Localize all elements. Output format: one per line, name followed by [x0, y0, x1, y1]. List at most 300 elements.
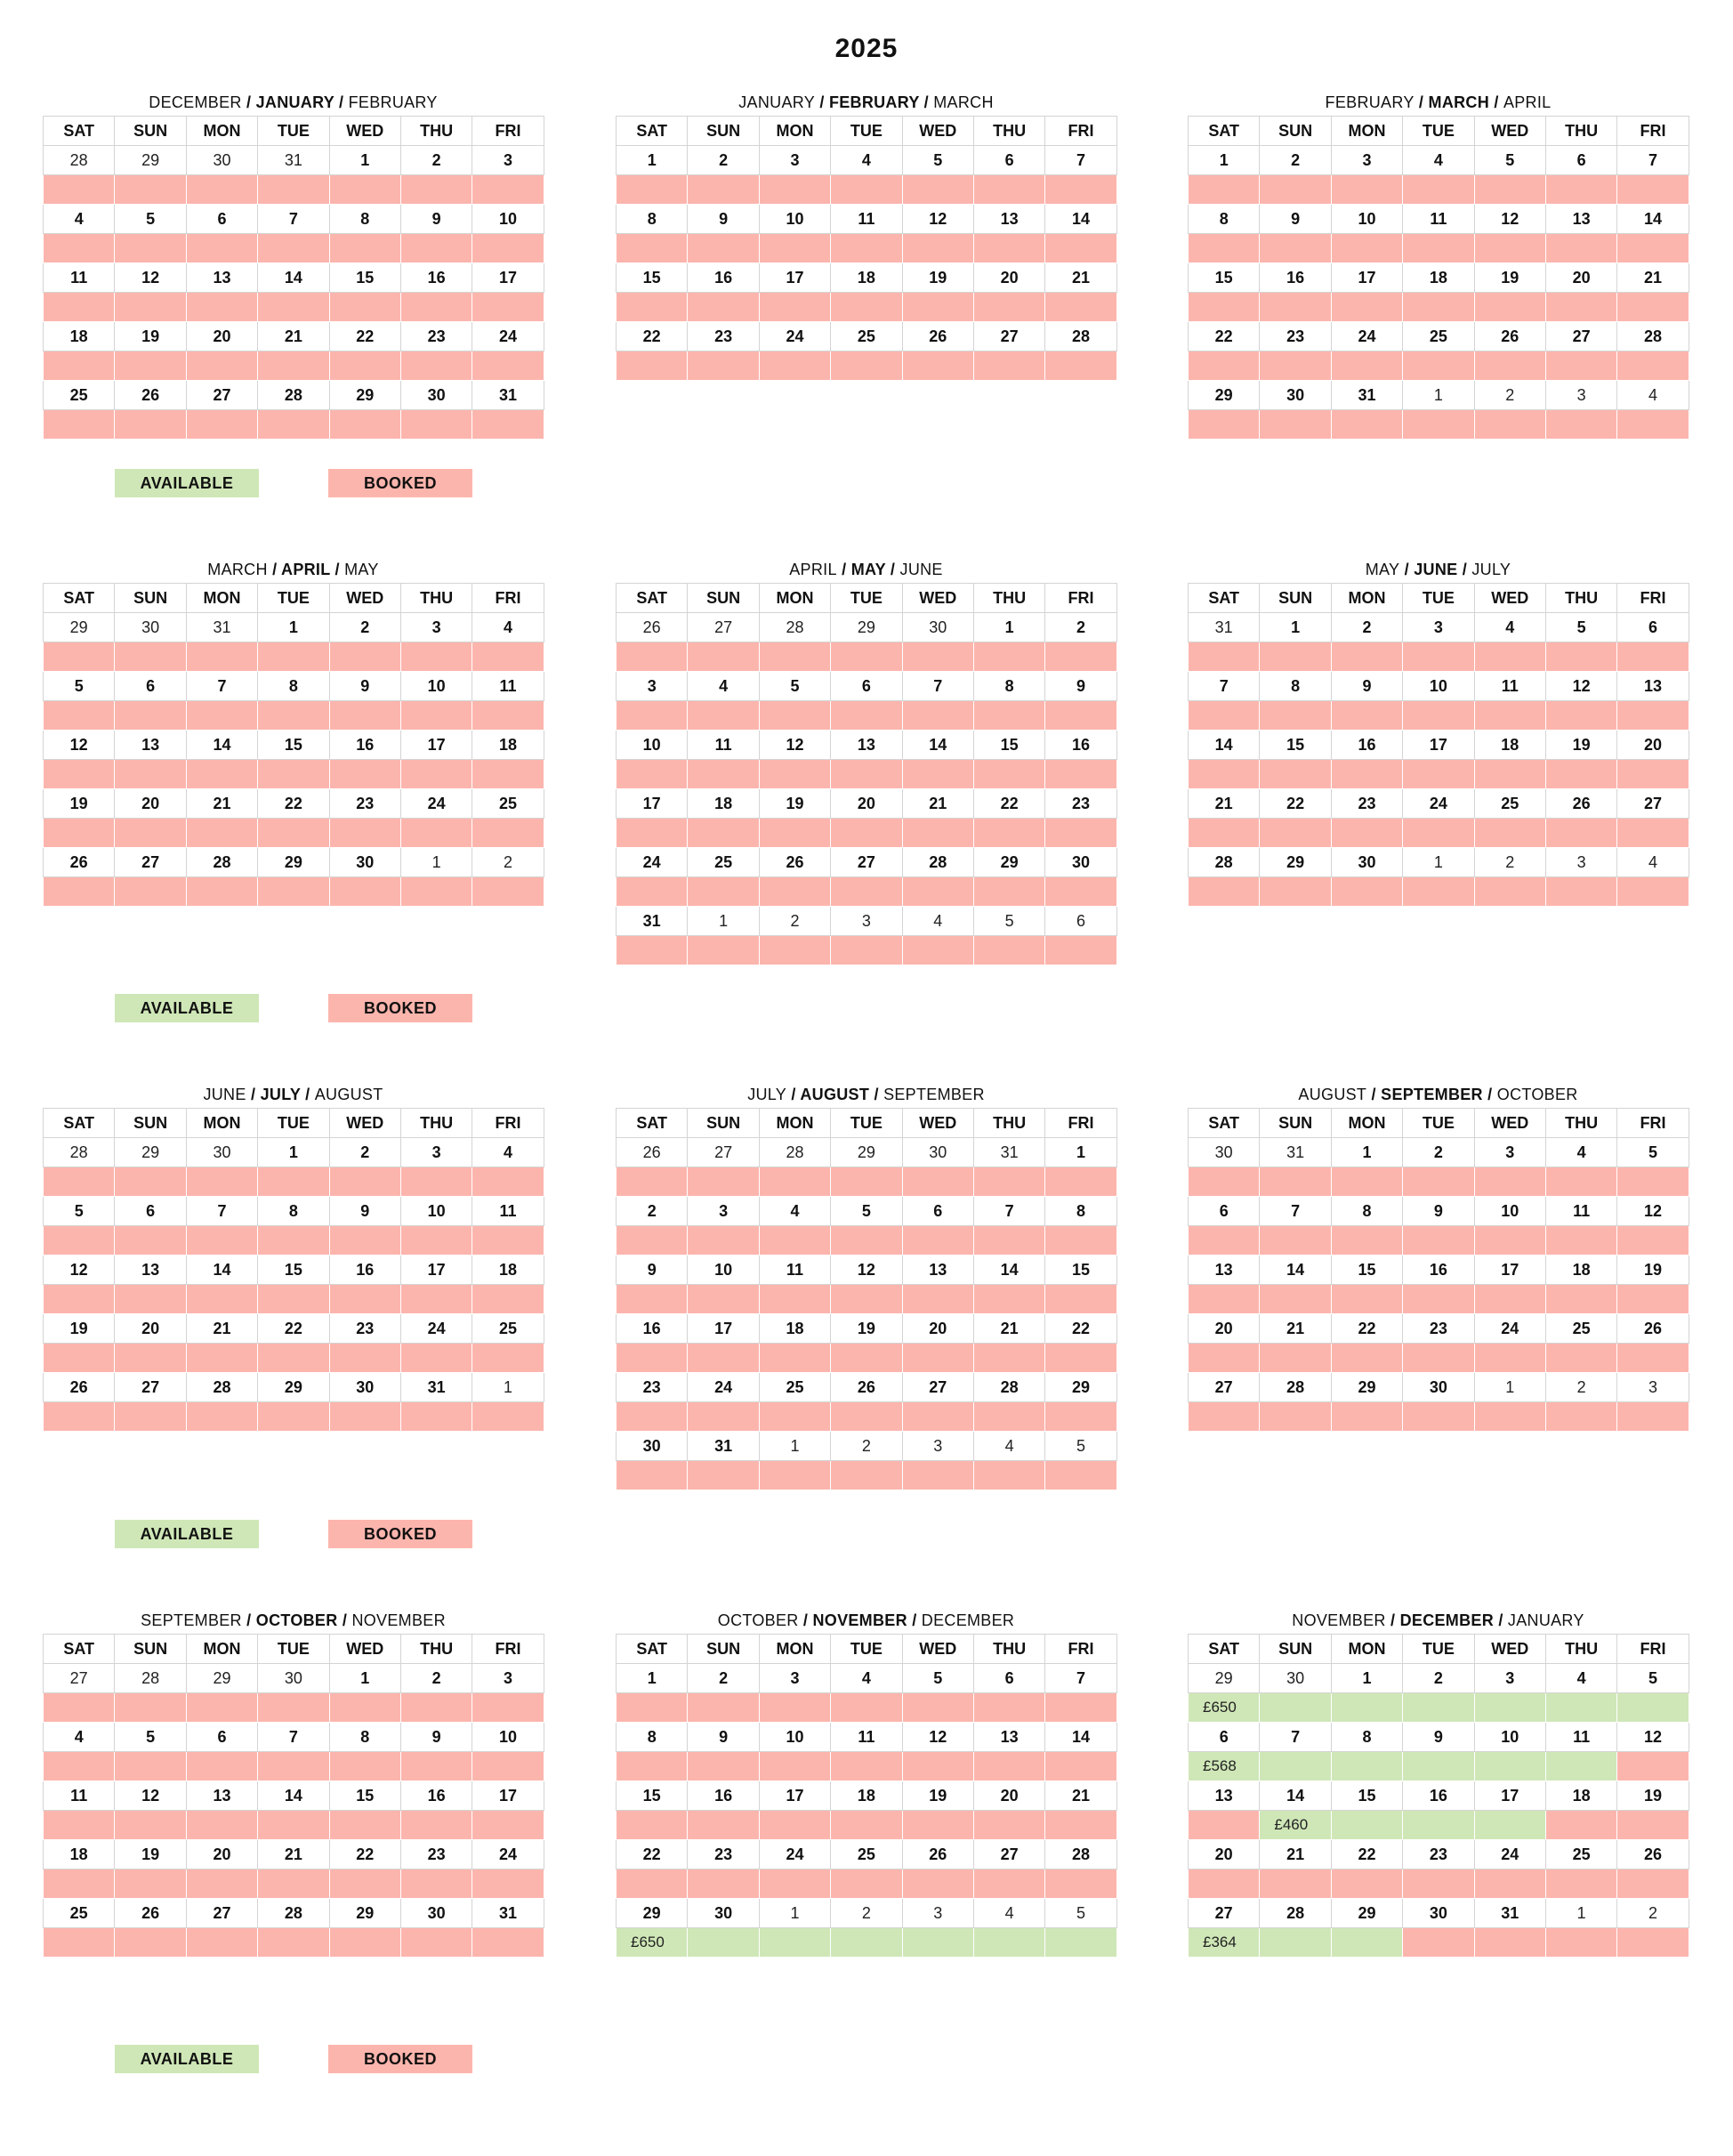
date-cell[interactable]: 31	[1331, 381, 1402, 410]
date-cell[interactable]: 5	[1045, 1432, 1116, 1461]
date-cell[interactable]: 17	[1331, 263, 1402, 293]
booked-cell[interactable]	[115, 760, 186, 789]
booked-cell[interactable]	[329, 1285, 400, 1314]
booked-cell[interactable]	[1189, 351, 1260, 381]
booked-cell[interactable]	[973, 642, 1044, 672]
booked-cell[interactable]	[472, 1344, 544, 1373]
date-cell[interactable]: 18	[1545, 1781, 1616, 1811]
date-cell[interactable]: 10	[1331, 205, 1402, 234]
available-cell[interactable]	[1474, 1752, 1545, 1781]
booked-cell[interactable]	[831, 760, 902, 789]
booked-cell[interactable]	[329, 1344, 400, 1373]
booked-cell[interactable]	[44, 1811, 115, 1840]
booked-cell[interactable]	[115, 642, 186, 672]
date-cell[interactable]: 23	[1331, 789, 1402, 819]
booked-cell[interactable]	[1260, 410, 1331, 440]
booked-cell[interactable]	[115, 1811, 186, 1840]
date-cell[interactable]: 13	[831, 731, 902, 760]
date-cell[interactable]: 30	[329, 848, 400, 877]
date-cell[interactable]: 19	[44, 789, 115, 819]
date-cell[interactable]: 13	[1189, 1256, 1260, 1285]
booked-cell[interactable]	[1545, 1226, 1616, 1256]
date-cell[interactable]: 16	[1403, 1256, 1474, 1285]
date-cell[interactable]: 31	[1474, 1899, 1545, 1928]
booked-cell[interactable]	[400, 760, 472, 789]
date-cell[interactable]: 7	[186, 672, 257, 701]
date-cell[interactable]: 4	[44, 1723, 115, 1752]
date-cell[interactable]: 22	[617, 322, 688, 351]
date-cell[interactable]: 6	[831, 672, 902, 701]
date-cell[interactable]: 3	[1403, 613, 1474, 642]
date-cell[interactable]: 2	[688, 146, 759, 175]
date-cell[interactable]: 17	[759, 263, 830, 293]
date-cell[interactable]: 26	[902, 322, 973, 351]
booked-cell[interactable]	[186, 642, 257, 672]
date-cell[interactable]: 23	[400, 322, 472, 351]
date-cell[interactable]: 9	[1403, 1197, 1474, 1226]
date-cell[interactable]: 24	[1331, 322, 1402, 351]
date-cell[interactable]: 12	[1617, 1197, 1689, 1226]
booked-cell[interactable]	[973, 1693, 1044, 1723]
booked-cell[interactable]	[1403, 1402, 1474, 1432]
booked-cell[interactable]	[472, 410, 544, 440]
booked-cell[interactable]	[831, 1752, 902, 1781]
date-cell[interactable]: 19	[1617, 1781, 1689, 1811]
date-cell[interactable]: 16	[329, 1256, 400, 1285]
booked-cell[interactable]	[1474, 1869, 1545, 1899]
available-cell[interactable]	[1545, 1752, 1616, 1781]
booked-cell[interactable]	[688, 1693, 759, 1723]
booked-cell[interactable]	[258, 351, 329, 381]
booked-cell[interactable]	[831, 1344, 902, 1373]
date-cell[interactable]: 1	[258, 1138, 329, 1167]
booked-cell[interactable]	[617, 877, 688, 907]
booked-cell[interactable]	[329, 701, 400, 731]
date-cell[interactable]: 6	[186, 205, 257, 234]
booked-cell[interactable]	[831, 1402, 902, 1432]
date-cell[interactable]: 10	[1474, 1197, 1545, 1226]
date-cell[interactable]: 20	[831, 789, 902, 819]
date-cell[interactable]: 7	[902, 672, 973, 701]
booked-cell[interactable]	[688, 760, 759, 789]
booked-cell[interactable]	[1403, 1226, 1474, 1256]
date-cell[interactable]: 22	[258, 1314, 329, 1344]
date-cell[interactable]: 9	[1331, 672, 1402, 701]
booked-cell[interactable]	[1045, 760, 1116, 789]
date-cell[interactable]: 28	[759, 613, 830, 642]
booked-cell[interactable]	[902, 642, 973, 672]
date-cell[interactable]: 2	[1474, 848, 1545, 877]
date-cell[interactable]: 12	[44, 731, 115, 760]
booked-cell[interactable]	[1545, 642, 1616, 672]
date-cell[interactable]: 21	[1617, 263, 1689, 293]
date-cell[interactable]: 19	[759, 789, 830, 819]
date-cell[interactable]: 12	[115, 1781, 186, 1811]
date-cell[interactable]: 3	[1474, 1664, 1545, 1693]
booked-cell[interactable]	[1260, 1869, 1331, 1899]
booked-cell[interactable]	[44, 877, 115, 907]
booked-cell[interactable]	[831, 293, 902, 322]
date-cell[interactable]: 25	[1545, 1840, 1616, 1869]
date-cell[interactable]: 22	[1331, 1840, 1402, 1869]
date-cell[interactable]: 12	[115, 263, 186, 293]
booked-cell[interactable]	[1260, 1402, 1331, 1432]
booked-cell[interactable]	[1189, 877, 1260, 907]
booked-cell[interactable]	[115, 1226, 186, 1256]
booked-cell[interactable]	[1474, 175, 1545, 205]
booked-cell[interactable]	[1189, 1167, 1260, 1197]
booked-cell[interactable]	[688, 293, 759, 322]
date-cell[interactable]: 4	[902, 907, 973, 936]
booked-cell[interactable]	[44, 1167, 115, 1197]
booked-cell[interactable]	[688, 175, 759, 205]
date-cell[interactable]: 18	[759, 1314, 830, 1344]
date-cell[interactable]: 12	[902, 205, 973, 234]
available-cell[interactable]	[1474, 1811, 1545, 1840]
date-cell[interactable]: 1	[1474, 1373, 1545, 1402]
booked-cell[interactable]	[1617, 1869, 1689, 1899]
date-cell[interactable]: 14	[902, 731, 973, 760]
booked-cell[interactable]	[1403, 1285, 1474, 1314]
booked-cell[interactable]	[186, 1226, 257, 1256]
date-cell[interactable]: 30	[902, 1138, 973, 1167]
date-cell[interactable]: 6	[115, 1197, 186, 1226]
booked-cell[interactable]	[1331, 175, 1402, 205]
booked-cell[interactable]	[400, 1752, 472, 1781]
date-cell[interactable]: 30	[1260, 1664, 1331, 1693]
booked-cell[interactable]	[1045, 819, 1116, 848]
date-cell[interactable]: 17	[688, 1314, 759, 1344]
booked-cell[interactable]	[617, 1344, 688, 1373]
date-cell[interactable]: 27	[1545, 322, 1616, 351]
booked-cell[interactable]	[186, 293, 257, 322]
date-cell[interactable]: 29	[831, 613, 902, 642]
booked-cell[interactable]	[258, 760, 329, 789]
date-cell[interactable]: 15	[1260, 731, 1331, 760]
booked-cell[interactable]	[617, 760, 688, 789]
date-cell[interactable]: 31	[186, 613, 257, 642]
booked-cell[interactable]	[258, 1402, 329, 1432]
booked-cell[interactable]	[400, 410, 472, 440]
booked-cell[interactable]	[1474, 351, 1545, 381]
booked-cell[interactable]	[1403, 642, 1474, 672]
booked-cell[interactable]	[44, 1285, 115, 1314]
date-cell[interactable]: 24	[617, 848, 688, 877]
date-cell[interactable]: 31	[1189, 613, 1260, 642]
date-cell[interactable]: 26	[759, 848, 830, 877]
booked-cell[interactable]	[902, 1344, 973, 1373]
date-cell[interactable]: 28	[902, 848, 973, 877]
booked-cell[interactable]	[759, 760, 830, 789]
booked-cell[interactable]	[1331, 293, 1402, 322]
date-cell[interactable]: 4	[1545, 1664, 1616, 1693]
booked-cell[interactable]	[1260, 877, 1331, 907]
booked-cell[interactable]	[1260, 760, 1331, 789]
date-cell[interactable]: 11	[472, 1197, 544, 1226]
booked-cell[interactable]	[1331, 1285, 1402, 1314]
date-cell[interactable]: 27	[831, 848, 902, 877]
booked-cell[interactable]	[617, 293, 688, 322]
booked-cell[interactable]	[1260, 642, 1331, 672]
date-cell[interactable]: 6	[1189, 1197, 1260, 1226]
booked-cell[interactable]	[1617, 293, 1689, 322]
booked-cell[interactable]	[1189, 1402, 1260, 1432]
date-cell[interactable]: 1	[617, 1664, 688, 1693]
booked-cell[interactable]	[472, 234, 544, 263]
date-cell[interactable]: 22	[617, 1840, 688, 1869]
booked-cell[interactable]	[617, 234, 688, 263]
date-cell[interactable]: 16	[1403, 1781, 1474, 1811]
date-cell[interactable]: 15	[1331, 1256, 1402, 1285]
booked-cell[interactable]	[759, 234, 830, 263]
booked-cell[interactable]	[1189, 1344, 1260, 1373]
date-cell[interactable]: 17	[1403, 731, 1474, 760]
date-cell[interactable]: 27	[902, 1373, 973, 1402]
date-cell[interactable]: 8	[1260, 672, 1331, 701]
date-cell[interactable]: 23	[400, 1840, 472, 1869]
date-cell[interactable]: 5	[973, 907, 1044, 936]
date-cell[interactable]: 3	[902, 1899, 973, 1928]
booked-cell[interactable]	[258, 1167, 329, 1197]
date-cell[interactable]: 17	[1474, 1256, 1545, 1285]
booked-cell[interactable]	[258, 410, 329, 440]
date-cell[interactable]: 29	[1189, 381, 1260, 410]
date-cell[interactable]: 17	[617, 789, 688, 819]
date-cell[interactable]: 27	[1189, 1373, 1260, 1402]
date-cell[interactable]: 30	[115, 613, 186, 642]
booked-cell[interactable]	[329, 1811, 400, 1840]
date-cell[interactable]: 1	[759, 1432, 830, 1461]
booked-cell[interactable]	[1189, 1226, 1260, 1256]
booked-cell[interactable]	[1045, 1693, 1116, 1723]
date-cell[interactable]: 27	[1189, 1899, 1260, 1928]
booked-cell[interactable]	[186, 1752, 257, 1781]
booked-cell[interactable]	[186, 175, 257, 205]
booked-cell[interactable]	[688, 1402, 759, 1432]
booked-cell[interactable]	[44, 293, 115, 322]
date-cell[interactable]: 28	[115, 1664, 186, 1693]
date-cell[interactable]: 30	[400, 1899, 472, 1928]
booked-cell[interactable]	[617, 819, 688, 848]
date-cell[interactable]: 30	[400, 381, 472, 410]
booked-cell[interactable]	[1545, 234, 1616, 263]
date-cell[interactable]: 27	[115, 1373, 186, 1402]
date-cell[interactable]: 19	[902, 263, 973, 293]
date-cell[interactable]: 7	[186, 1197, 257, 1226]
booked-cell[interactable]	[329, 293, 400, 322]
booked-cell[interactable]	[973, 351, 1044, 381]
date-cell[interactable]: 11	[1545, 1723, 1616, 1752]
booked-cell[interactable]	[1617, 1285, 1689, 1314]
booked-cell[interactable]	[1474, 642, 1545, 672]
date-cell[interactable]: 29	[1189, 1664, 1260, 1693]
booked-cell[interactable]	[617, 701, 688, 731]
booked-cell[interactable]	[400, 877, 472, 907]
booked-cell[interactable]	[1617, 175, 1689, 205]
date-cell[interactable]: 30	[1260, 381, 1331, 410]
date-cell[interactable]: 26	[1617, 1840, 1689, 1869]
date-cell[interactable]: 2	[329, 613, 400, 642]
date-cell[interactable]: 3	[1474, 1138, 1545, 1167]
date-cell[interactable]: 12	[831, 1256, 902, 1285]
booked-cell[interactable]	[1260, 175, 1331, 205]
booked-cell[interactable]	[759, 877, 830, 907]
booked-cell[interactable]	[1260, 1285, 1331, 1314]
date-cell[interactable]: 4	[1617, 848, 1689, 877]
booked-cell[interactable]	[186, 1167, 257, 1197]
booked-cell[interactable]	[831, 1869, 902, 1899]
booked-cell[interactable]	[688, 819, 759, 848]
booked-cell[interactable]	[1617, 877, 1689, 907]
booked-cell[interactable]	[329, 351, 400, 381]
date-cell[interactable]: 29	[186, 1664, 257, 1693]
booked-cell[interactable]	[759, 1344, 830, 1373]
booked-cell[interactable]	[1045, 701, 1116, 731]
date-cell[interactable]: 31	[617, 907, 688, 936]
date-cell[interactable]: 5	[759, 672, 830, 701]
date-cell[interactable]: 4	[1545, 1138, 1616, 1167]
date-cell[interactable]: 21	[973, 1314, 1044, 1344]
date-cell[interactable]: 3	[1545, 381, 1616, 410]
booked-cell[interactable]	[1545, 701, 1616, 731]
booked-cell[interactable]	[329, 1752, 400, 1781]
booked-cell[interactable]	[1045, 351, 1116, 381]
booked-cell[interactable]	[1474, 410, 1545, 440]
date-cell[interactable]: 18	[1545, 1256, 1616, 1285]
available-cell[interactable]	[1331, 1752, 1402, 1781]
date-cell[interactable]: 13	[973, 1723, 1044, 1752]
booked-cell[interactable]	[902, 1285, 973, 1314]
date-cell[interactable]: 13	[973, 205, 1044, 234]
date-cell[interactable]: 24	[472, 322, 544, 351]
date-cell[interactable]: 28	[186, 848, 257, 877]
booked-cell[interactable]	[1545, 1928, 1616, 1958]
date-cell[interactable]: 23	[688, 322, 759, 351]
date-cell[interactable]: 19	[1617, 1256, 1689, 1285]
booked-cell[interactable]	[1545, 1167, 1616, 1197]
booked-cell[interactable]	[472, 1811, 544, 1840]
booked-cell[interactable]	[902, 936, 973, 965]
date-cell[interactable]: 15	[258, 1256, 329, 1285]
date-cell[interactable]: 3	[472, 1664, 544, 1693]
date-cell[interactable]: 19	[1545, 731, 1616, 760]
date-cell[interactable]: 12	[902, 1723, 973, 1752]
booked-cell[interactable]	[973, 234, 1044, 263]
date-cell[interactable]: 4	[472, 613, 544, 642]
date-cell[interactable]: 9	[1403, 1723, 1474, 1752]
date-cell[interactable]: 26	[831, 1373, 902, 1402]
booked-cell[interactable]	[1260, 1226, 1331, 1256]
booked-cell[interactable]	[759, 1869, 830, 1899]
booked-cell[interactable]	[1260, 234, 1331, 263]
date-cell[interactable]: 20	[1189, 1840, 1260, 1869]
booked-cell[interactable]	[902, 877, 973, 907]
date-cell[interactable]: 14	[1045, 205, 1116, 234]
date-cell[interactable]: 23	[329, 1314, 400, 1344]
booked-cell[interactable]	[688, 1226, 759, 1256]
booked-cell[interactable]	[400, 1167, 472, 1197]
booked-cell[interactable]	[472, 642, 544, 672]
date-cell[interactable]: 30	[688, 1899, 759, 1928]
date-cell[interactable]: 3	[1331, 146, 1402, 175]
booked-cell[interactable]	[329, 175, 400, 205]
booked-cell[interactable]	[1617, 1226, 1689, 1256]
date-cell[interactable]: 25	[472, 1314, 544, 1344]
booked-cell[interactable]	[472, 1869, 544, 1899]
booked-cell[interactable]	[902, 760, 973, 789]
booked-cell[interactable]	[973, 1226, 1044, 1256]
booked-cell[interactable]	[688, 1344, 759, 1373]
date-cell[interactable]: 6	[186, 1723, 257, 1752]
booked-cell[interactable]	[186, 234, 257, 263]
booked-cell[interactable]	[258, 701, 329, 731]
date-cell[interactable]: 29	[115, 1138, 186, 1167]
date-cell[interactable]: 21	[1260, 1314, 1331, 1344]
booked-cell[interactable]	[1474, 234, 1545, 263]
booked-cell[interactable]	[400, 1344, 472, 1373]
booked-cell[interactable]	[329, 760, 400, 789]
booked-cell[interactable]	[831, 351, 902, 381]
date-cell[interactable]: 21	[1045, 263, 1116, 293]
booked-cell[interactable]	[400, 1693, 472, 1723]
booked-cell[interactable]	[973, 936, 1044, 965]
booked-cell[interactable]	[902, 1811, 973, 1840]
date-cell[interactable]: 28	[258, 1899, 329, 1928]
date-cell[interactable]: 8	[617, 205, 688, 234]
booked-cell[interactable]	[400, 701, 472, 731]
date-cell[interactable]: 21	[186, 789, 257, 819]
booked-cell[interactable]	[329, 1167, 400, 1197]
date-cell[interactable]: 10	[400, 1197, 472, 1226]
date-cell[interactable]: 18	[44, 322, 115, 351]
booked-cell[interactable]	[1545, 877, 1616, 907]
available-cell[interactable]	[1617, 1693, 1689, 1723]
date-cell[interactable]: 8	[973, 672, 1044, 701]
booked-cell[interactable]	[329, 410, 400, 440]
date-cell[interactable]: 11	[688, 731, 759, 760]
date-cell[interactable]: 10	[617, 731, 688, 760]
date-cell[interactable]: 5	[902, 146, 973, 175]
date-cell[interactable]: 30	[186, 1138, 257, 1167]
date-cell[interactable]: 5	[44, 1197, 115, 1226]
date-cell[interactable]: 12	[1474, 205, 1545, 234]
booked-cell[interactable]	[759, 293, 830, 322]
booked-cell[interactable]	[186, 1285, 257, 1314]
date-cell[interactable]: 2	[472, 848, 544, 877]
booked-cell[interactable]	[759, 1461, 830, 1490]
date-cell[interactable]: 9	[1045, 672, 1116, 701]
date-cell[interactable]: 5	[1045, 1899, 1116, 1928]
date-cell[interactable]: 11	[44, 263, 115, 293]
date-cell[interactable]: 25	[688, 848, 759, 877]
booked-cell[interactable]	[400, 175, 472, 205]
date-cell[interactable]: 28	[1045, 1840, 1116, 1869]
date-cell[interactable]: 27	[973, 322, 1044, 351]
booked-cell[interactable]	[1545, 819, 1616, 848]
date-cell[interactable]: 1	[1545, 1899, 1616, 1928]
date-cell[interactable]: 26	[44, 1373, 115, 1402]
price-label[interactable]: £650	[617, 1928, 688, 1958]
booked-cell[interactable]	[1045, 1402, 1116, 1432]
date-cell[interactable]: 24	[688, 1373, 759, 1402]
booked-cell[interactable]	[400, 1928, 472, 1958]
date-cell[interactable]: 7	[258, 1723, 329, 1752]
booked-cell[interactable]	[688, 1285, 759, 1314]
booked-cell[interactable]	[329, 1693, 400, 1723]
booked-cell[interactable]	[1474, 877, 1545, 907]
booked-cell[interactable]	[1474, 760, 1545, 789]
booked-cell[interactable]	[759, 701, 830, 731]
